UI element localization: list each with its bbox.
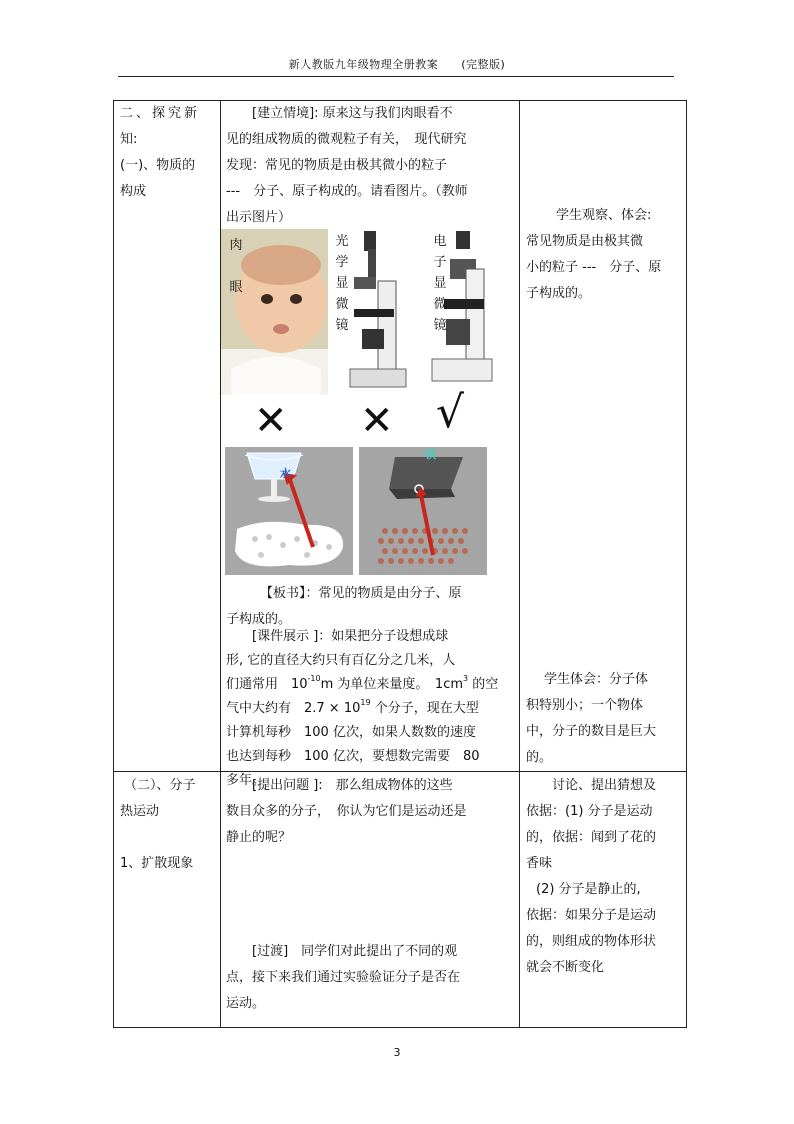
- lesson-table: [113, 100, 687, 1028]
- label-electron-microscope: 电 子 显 微 镜: [433, 234, 447, 333]
- water-label: 水: [280, 467, 291, 480]
- label-naked-eye: 肉 眼: [229, 238, 243, 295]
- iron-atoms-image: [359, 447, 487, 575]
- cross-mark-icon: ✕: [360, 398, 394, 444]
- page-number: 3: [393, 1046, 401, 1059]
- page-header: 新人教版九年级物理全册教案 (完整版): [288, 58, 506, 71]
- column-divider: [519, 101, 520, 1027]
- board-note: 【板书】：常见的物质是由分子、原 子构成的。: [226, 586, 462, 627]
- student-discussion: 讨论、提出猜想及 依据：(1) 分子是运动 的，依据：闻到了花的 香味 (2) 分子是静止的, 依据：如果分子是运动 的，则组成的物体形状 就会不断变化: [526, 778, 657, 975]
- check-mark-icon: √: [436, 387, 465, 438]
- courseware-paragraph: [课件展示 ]：如果把分子设想成球 形, 它的直径大约只有百亿分之几米，人 们通常用 $10^{-10}m$ 为单位来量度。 $1cm^3$ 的空 气中大约有 $2.7 \times 10^{19}$ 个分子，现在大型 计算机每秒 100 亿次，如果人数数的速度 也达到每秒 100 亿次，要想数完需要 80 多年。: [226, 629, 499, 788]
- transition-paragraph: [过渡] 同学们对此提出了不同的观 点，接下来我们通过实验验证分子是否在 运动。: [226, 944, 461, 1011]
- row1-section-title: 二、探究新 知: (一)、物质的 构成: [120, 106, 201, 199]
- student-activity-observe: 学生观察、体会: 常见物质是由极其微 小的粒子 --- 分子、原 子构成的。: [526, 208, 662, 301]
- student-activity-reflect: 学生体会：分子体 积特别小；一个物体 中，分子的数目是巨大 的。: [526, 672, 657, 765]
- header-rule: [118, 76, 674, 77]
- iron-label: 铁: [425, 448, 436, 461]
- cross-mark-icon: ✕: [254, 398, 288, 444]
- label-optical-microscope: 光 学 显 微 镜: [335, 234, 349, 333]
- question-paragraph: [提出问题 ]: 那么组成物体的这些 数目众多的分子， 你认为它们是运动还是 静止的呢？: [226, 778, 467, 845]
- row2-section-title: （二）、分子 热运动 1、扩散现象: [120, 778, 196, 871]
- situation-paragraph: [建立情境]: 原来这与我们肉眼看不 见的组成物质的微观粒子有关， 现代研究 发现：常见的物质是由极其微小的粒子 --- 分子、原子构成的。请看图片。（教师 出示图片）: [226, 106, 468, 225]
